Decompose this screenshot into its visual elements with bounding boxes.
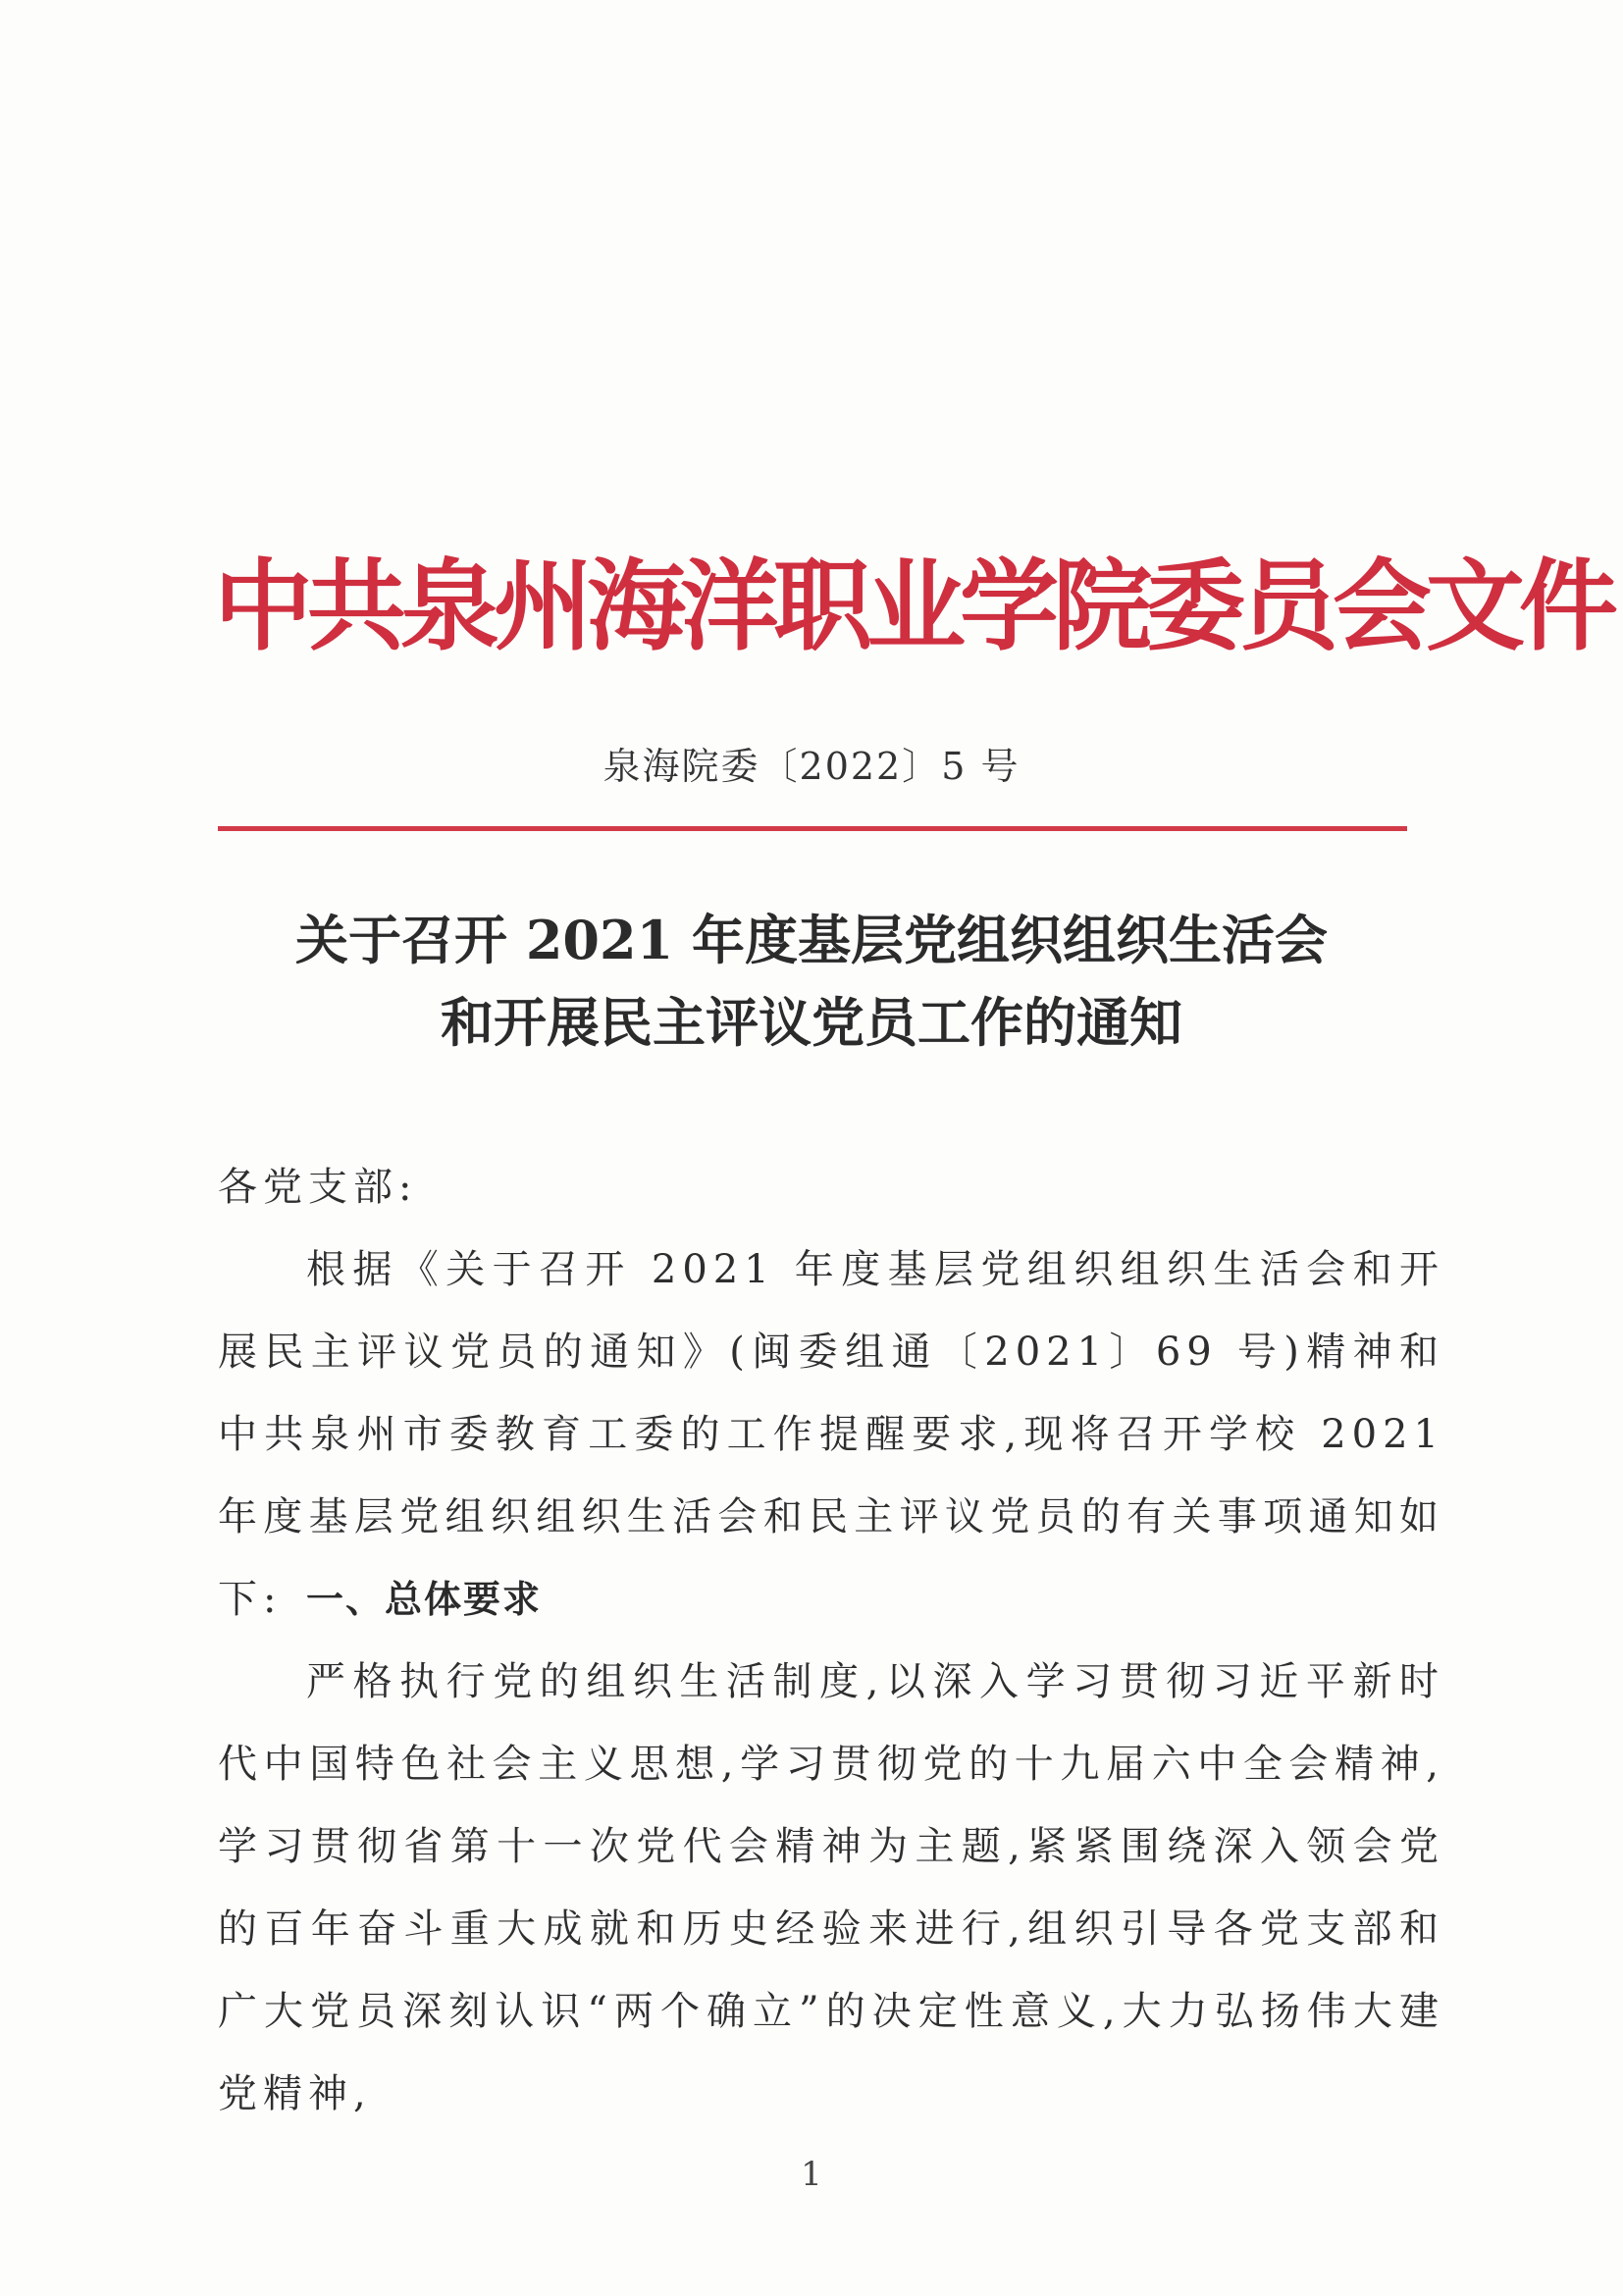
issuing-organization-header: 中共泉州海洋职业学院委员会文件 [214, 548, 1613, 664]
section-heading-general-requirements: 一、总体要求 [306, 1578, 543, 1621]
document-title [0, 899, 1623, 1064]
body-paragraph-2: 严格执行党的组织生活制度,以深入学习贯彻习近平新时代中国特色社会主义思想,学习贯彻党的十九届六中全会精神,学习贯彻省第十一次党代会精神为主题,紧紧围绕深入领会党的百年奋斗重大成就和历史经验来进行,组织引导各党支部和广大党员深刻认识“两个确立”的决定性意义,大力弘扬伟大建党精神, [218, 1659, 1444, 2116]
body-paragraph-1: 根据《关于召开 2021 年度基层党组织组织生活会和开展民主评议党员的通知》(闽委组通〔2021〕69 号)精神和中共泉州市委教育工委的工作提醒要求,现将召开学校 2021 年度基层党组织组织生活会和民主评议党员的有关事项通知如下: [218, 1247, 1444, 1622]
red-separator-rule [218, 826, 1407, 831]
salutation: 各党支部: [218, 1165, 418, 1210]
document-title-line-2: 和开展民主评议党员工作的通知 [441, 991, 1182, 1054]
page-number: 1 [801, 2155, 822, 2194]
document-title-line-1: 关于召开 2021 年度基层党组织组织生活会 [295, 909, 1328, 971]
document-number: 泉海院委〔2022〕5 号 [602, 745, 1021, 788]
